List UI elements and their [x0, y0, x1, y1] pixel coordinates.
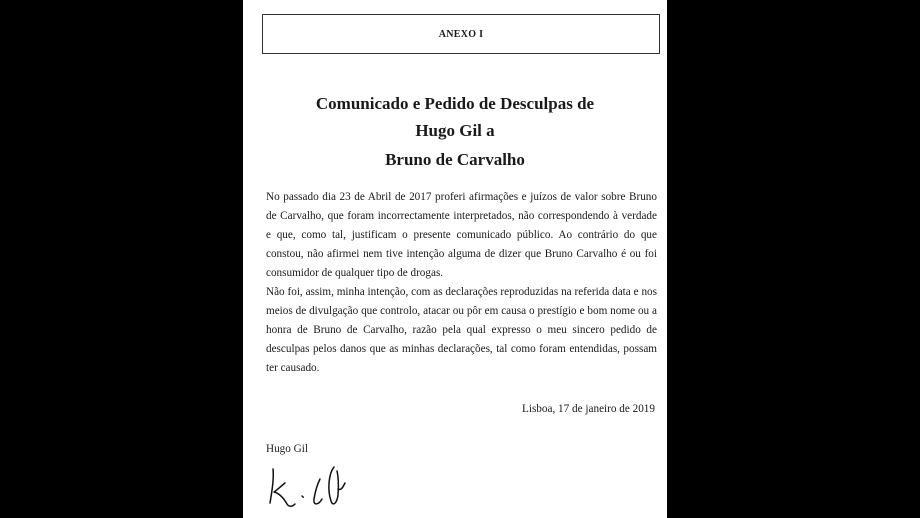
paragraph-1: No passado dia 23 de Abril de 2017 proferi afirmações e juízos de valor sobre Bruno de Carvalho, que foram incorrectamente interpretados, não correspondendo à verdade e que, como tal, justificam o presente comunicado público. Ao contrário do que constou, não afirmei nem tive intenção alguma de dizer que Bruno Carvalho é ou foi consumidor de qualquer tipo de drogas.: [266, 191, 657, 279]
annex-header-box: [262, 14, 660, 54]
place-date: Lisboa, 17 de janeiro de 2019: [522, 403, 655, 415]
document-page: [243, 0, 667, 518]
statement-body: [266, 188, 657, 378]
handwritten-signature: [265, 459, 365, 511]
paragraph-2: Não foi, assim, minha intenção, com as declarações reproduzidas na referida data e nos meios de divulgação que controlo, atacar ou pôr em causa o prestígio e bom nome ou a honra de Bruno de Carvalho, razão pela qual expresso o meu sincero pedido de desculpas pelos danos que as minhas declarações, tal como foram entendidas, possam ter causado.: [266, 286, 657, 374]
title-line-1: Comunicado e Pedido de Desculpas de: [315, 94, 595, 113]
signer-name: Hugo Gil: [266, 443, 308, 455]
annex-label: ANEXO I: [438, 28, 484, 40]
title-line-2: Hugo Gil a: [415, 121, 495, 140]
title-line-3: Bruno de Carvalho: [385, 150, 525, 169]
